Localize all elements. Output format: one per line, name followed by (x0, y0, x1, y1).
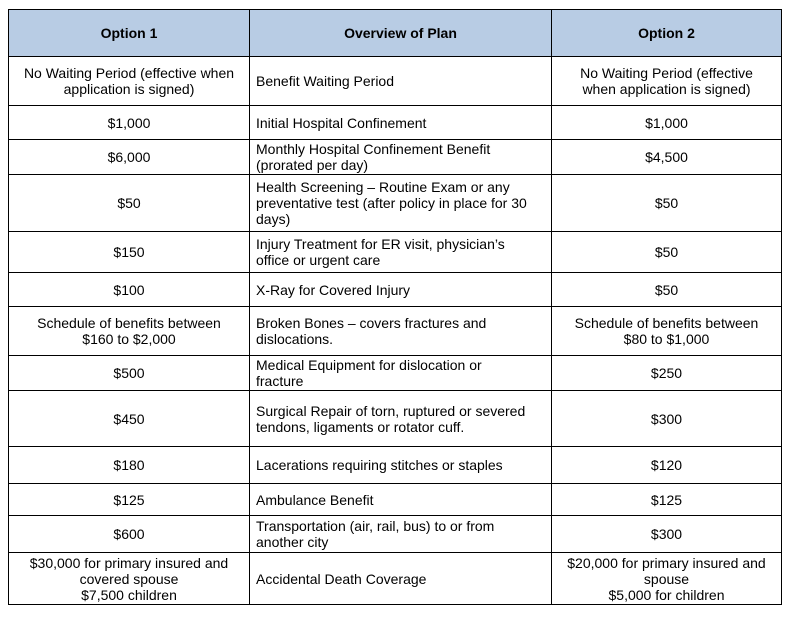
cell-line: $1,000 (107, 114, 151, 131)
cell-line: tendons, ligaments or rotator cuff. (256, 418, 465, 435)
cell-line: Transportation (air, rail, bus) to or from (256, 518, 495, 534)
cell-line: $150 (113, 244, 145, 260)
cell-line: spouse (643, 570, 690, 587)
cell-line: days) (256, 211, 291, 227)
table-row (9, 484, 782, 516)
option-1-cell (9, 356, 250, 391)
cell-line: Accidental Death Coverage (256, 570, 427, 587)
cell-line: $5,000 for children (608, 586, 725, 603)
option-2-cell (552, 106, 782, 140)
cell-line: $125 (650, 491, 683, 508)
option-1-cell (9, 484, 250, 516)
overview-cell (250, 516, 552, 553)
cell-line: $80 to $1,000 (623, 331, 710, 347)
overview-cell (250, 356, 552, 391)
option-2-cell (552, 57, 782, 106)
table-row (9, 273, 782, 307)
cell-line: $30,000 for primary insured and (29, 554, 229, 571)
option-2-cell (552, 356, 782, 391)
plan-comparison-table (8, 9, 782, 605)
option-1-cell (9, 516, 250, 553)
cell-line: Ambulance Benefit (256, 491, 374, 508)
overview-cell (250, 106, 552, 140)
overview-cell (250, 307, 552, 356)
overview-cell (250, 232, 552, 273)
cell-line: office or urgent care (256, 252, 381, 268)
cell-line: Monthly Hospital Confinement Benefit (256, 141, 491, 157)
option-2-cell (552, 140, 782, 175)
overview-cell (250, 57, 552, 106)
cell-line: $1,000 (645, 114, 688, 131)
cell-line: $50 (654, 281, 679, 298)
cell-line: $20,000 for primary insured and (567, 554, 766, 571)
cell-line: $600 (113, 526, 145, 542)
cell-line: $125 (113, 491, 145, 508)
cell-line: fracture (256, 373, 304, 389)
cell-line: $160 to $2,000 (82, 331, 176, 347)
cell-line: $180 (113, 457, 145, 473)
table-row (9, 106, 782, 140)
cell-line: Medical Equipment for dislocation or (256, 357, 482, 373)
table-row (9, 307, 782, 356)
header-overview-of-plan: Overview of Plan (250, 10, 552, 57)
cell-line: $6,000 (107, 149, 151, 165)
cell-line: $500 (113, 365, 145, 381)
cell-line: No Waiting Period (effective when (23, 65, 235, 81)
cell-line: Initial Hospital Confinement (256, 114, 427, 131)
cell-line: preventative test (after policy in place for 30 (256, 195, 527, 211)
option-1-cell (9, 307, 250, 356)
cell-line: Benefit Waiting Period (256, 73, 394, 89)
cell-line: No Waiting Period (effective (580, 65, 753, 81)
cell-line: application is signed) (63, 81, 195, 97)
header-row (9, 10, 782, 57)
overview-cell (250, 447, 552, 484)
cell-line: Schedule of benefits between (37, 315, 221, 331)
cell-line: $50 (654, 244, 679, 260)
cell-line: $50 (654, 195, 679, 211)
overview-cell (250, 484, 552, 516)
option-1-cell (9, 553, 250, 605)
table-row (9, 516, 782, 553)
cell-line: $4,500 (645, 149, 688, 165)
option-1-cell (9, 106, 250, 140)
table-row (9, 232, 782, 273)
cell-line: Broken Bones – covers fractures and (256, 315, 487, 331)
option-2-cell (552, 516, 782, 553)
cell-line: $450 (113, 410, 145, 427)
cell-line: Schedule of benefits between (574, 315, 759, 331)
table-row (9, 57, 782, 106)
cell-line: Lacerations requiring stitches or staples (256, 457, 503, 473)
overview-cell (250, 273, 552, 307)
cell-line: $120 (650, 457, 683, 473)
overview-cell (250, 175, 552, 232)
option-2-cell (552, 391, 782, 447)
cell-line: another city (256, 534, 329, 550)
option-1-cell (9, 57, 250, 106)
option-2-cell (552, 447, 782, 484)
option-2-cell (552, 553, 782, 605)
cell-line: dislocations. (256, 331, 334, 347)
cell-line: X-Ray for Covered Injury (256, 281, 411, 298)
cell-line: $7,500 children (81, 586, 177, 603)
table-row (9, 175, 782, 232)
option-1-cell (9, 232, 250, 273)
table-row (9, 553, 782, 605)
option-1-cell (9, 447, 250, 484)
table-row (9, 356, 782, 391)
table-row (9, 391, 782, 447)
header-option-2: Option 2 (552, 10, 782, 57)
overview-cell (250, 140, 552, 175)
cell-line: $300 (650, 526, 683, 542)
option-2-cell (552, 484, 782, 516)
cell-line: Health Screening – Routine Exam or any (256, 179, 510, 195)
cell-line: Injury Treatment for ER visit, physician’s (256, 236, 505, 252)
table-row (9, 447, 782, 484)
cell-line: $300 (650, 410, 683, 427)
option-1-cell (9, 273, 250, 307)
header-option-1: Option 1 (9, 10, 250, 57)
option-2-cell (552, 273, 782, 307)
option-2-cell (552, 307, 782, 356)
cell-line: covered spouse (79, 570, 179, 587)
cell-line: $100 (113, 281, 145, 298)
option-2-cell (552, 175, 782, 232)
cell-line: $250 (650, 365, 683, 381)
option-1-cell (9, 140, 250, 175)
overview-cell (250, 391, 552, 447)
cell-line: Surgical Repair of torn, ruptured or severed (256, 402, 526, 419)
overview-cell (250, 553, 552, 605)
option-1-cell (9, 391, 250, 447)
table-row (9, 140, 782, 175)
cell-line: when application is signed) (582, 81, 751, 97)
option-1-cell (9, 175, 250, 232)
cell-line: (prorated per day) (256, 157, 369, 173)
option-2-cell (552, 232, 782, 273)
cell-line: $50 (117, 195, 141, 211)
